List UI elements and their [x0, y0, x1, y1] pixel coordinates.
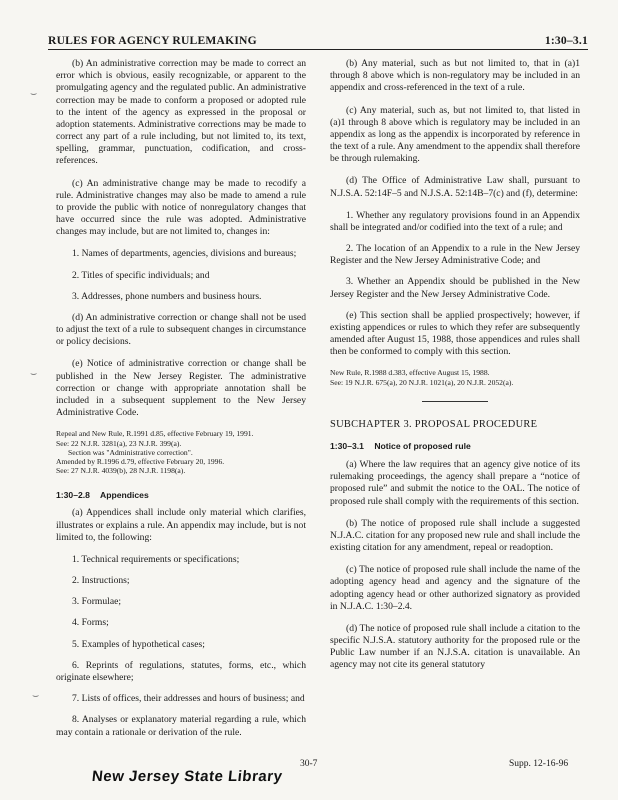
list-item: 5. Examples of hypothetical cases;: [72, 638, 205, 650]
list-item: 6. Reprints of regulations, statutes, forms, etc., which originate elsewhere;: [56, 659, 306, 683]
paragraph: (c) An administrative change may be made to recodify a rule. Administrative changes may also be made to amend a rule to provide the public with notice of nonregulatory changes that have occurred since the rule was adopted. Administrative changes may include, but are not limited to, changes in:: [56, 177, 306, 238]
paragraph: (a) Appendices shall include only material which clarifies, illustrates or explains a rule. An appendix may include, but is not limited to, the following:: [56, 507, 306, 543]
section-title: Appendices: [100, 489, 149, 500]
paragraph: (d) The Office of Administrative Law shall, pursuant to N.J.S.A. 52:14F–5 and N.J.S.A. 52:14B–7(c) and (f), determine:: [330, 175, 580, 199]
paragraph: (a) Where the law requires that an agency give notice of its rulemaking proceedings, the agency shall prepare a “notice of proposed rule” and submit the notice to the OAL. The notice of proposed rule shall comply with the requirements of this section.: [330, 459, 580, 507]
paragraph: (e) Notice of administrative correction or change shall be published in the New Jersey Register. The administrative correction or change with appropriate annotation shall be included in a subsequent supplement to the New Jersey Administrative Code.: [56, 358, 306, 419]
note-line: New Rule, R.1988 d.383, effective August 15, 1988.: [330, 368, 490, 378]
list-item: 2. Instructions;: [72, 575, 130, 587]
history-note: [330, 368, 580, 387]
list-item: 7. Lists of offices, their addresses and hours of business; and: [72, 693, 305, 705]
list-item: 2. Titles of specific individuals; and: [72, 269, 210, 281]
note-line: Repeal and New Rule, R.1991 d.85, effective February 19, 1991.: [56, 429, 254, 439]
list-item: 1. Technical requirements or specifications;: [72, 553, 240, 565]
history-note: [56, 429, 306, 475]
paragraph: (d) An administrative correction or change shall not be used to adjust the text of a rule to subsequent changes in circumstance or policy decisions.: [56, 311, 306, 348]
section-heading: [56, 490, 306, 501]
running-header: [48, 34, 588, 47]
paragraph: (b) The notice of proposed rule shall include a suggested N.J.A.C. citation for any proposed new rule and shall include the existing citation for any amendment, repeal or readoption.: [330, 517, 580, 554]
margin-mark: ⌣: [30, 88, 38, 100]
note-line: Section was "Administrative correction".: [68, 447, 193, 457]
list-item: 3. Whether an Appendix should be published in the New Jersey Register and the New Jersey Administrative Code.: [330, 276, 580, 300]
note-line: See: 22 N.J.R. 3281(a), 23 N.J.R. 399(a).: [56, 438, 182, 448]
library-stamp: New Jersey State Library: [91, 768, 284, 785]
left-column: [56, 58, 306, 748]
divider: [422, 401, 488, 402]
note-line: Amended by R.1996 d.79, effective February 20, 1996.: [56, 457, 225, 467]
list-item: 1. Names of departments, agencies, divisions and bureaus;: [72, 248, 297, 260]
section-title: Notice of proposed rule: [374, 441, 471, 452]
right-column: [330, 58, 580, 682]
list-item: 8. Analyses or explanatory material regarding a rule, which may contain a rationale or derivation of the rule.: [56, 714, 306, 738]
margin-mark: ⌣: [30, 368, 38, 380]
supplement-date: Supp. 12-16-96: [509, 759, 569, 769]
paragraph: (c) Any material, such as, but not limited to, that listed in (a)1 through 8 above which is regulatory may be included in an appendix as long as the appendix is incorporated by reference in the text of a rule. Any amendment to the appendix shall therefore be through rulemaking.: [330, 104, 580, 165]
paragraph: (b) Any material, such as but not limited to, that in (a)1 through 8 above which is non-regulatory may be included in an appendix and cross-referenced in the text of a rule.: [330, 58, 580, 94]
page-number: 30-7: [300, 759, 318, 769]
subchapter-heading: SUBCHAPTER 3. PROPOSAL PROCEDURE: [330, 418, 538, 430]
section-heading: [330, 441, 580, 452]
paragraph: (b) An administrative correction may be made to correct an error which is obvious, easily recognizable, or apparent to the promulgating agency and the regulated public. An administrative correction may be made to conform a proposed or adopted rule to the intent of the agency as expressed in the proposal or adoption statements. Administrative corrections may be made to correct any part of a rule including, but not limited to, its text, spelling, grammar, punctuation, codification, and cross-references.: [56, 58, 306, 167]
margin-mark: ⌣: [32, 690, 40, 702]
list-item: 3. Addresses, phone numbers and business hours.: [72, 290, 262, 302]
note-line: See: 27 N.J.R. 4039(b), 28 N.J.R. 1198(a).: [56, 466, 186, 476]
list-item: 4. Forms;: [72, 617, 109, 629]
header-section: 1:30–3.1: [544, 34, 588, 47]
paragraph: (c) The notice of proposed rule shall include the name of the adopting agency head and agency and the signature of the adopting agency head or other authorized signatory as provided in N.J.A.C. 1:30–2.4.: [330, 564, 580, 612]
header-rule: [48, 49, 588, 50]
list-item: 1. Whether any regulatory provisions found in an Appendix shall be integrated and/or codified into the text of a rule; and: [330, 209, 580, 233]
paragraph: (d) The notice of proposed rule shall include a citation to the specific N.J.S.A. statutory authority for the proposed rule or the Public Law number if an N.J.S.A. citation is unavailable. An agency may not cite its general statutory: [330, 622, 580, 671]
header-title: RULES FOR AGENCY RULEMAKING: [48, 34, 257, 47]
list-item: 3. Formulae;: [72, 596, 122, 608]
list-item: 2. The location of an Appendix to a rule in the New Jersey Register and the New Jersey Administrative Code; and: [330, 243, 580, 267]
note-line: See: 19 N.J.R. 675(a), 20 N.J.R. 1021(a), 20 N.J.R. 2052(a).: [330, 377, 514, 387]
section-number: 1:30–3.1: [330, 441, 364, 452]
section-number: 1:30–2.8: [56, 489, 90, 500]
paragraph: (e) This section shall be applied prospectively; however, if existing appendices or rules to which they refer are subsequently amended after August 15, 1988, those appendices and rules shall then be conformed to comply with this section.: [330, 309, 580, 358]
